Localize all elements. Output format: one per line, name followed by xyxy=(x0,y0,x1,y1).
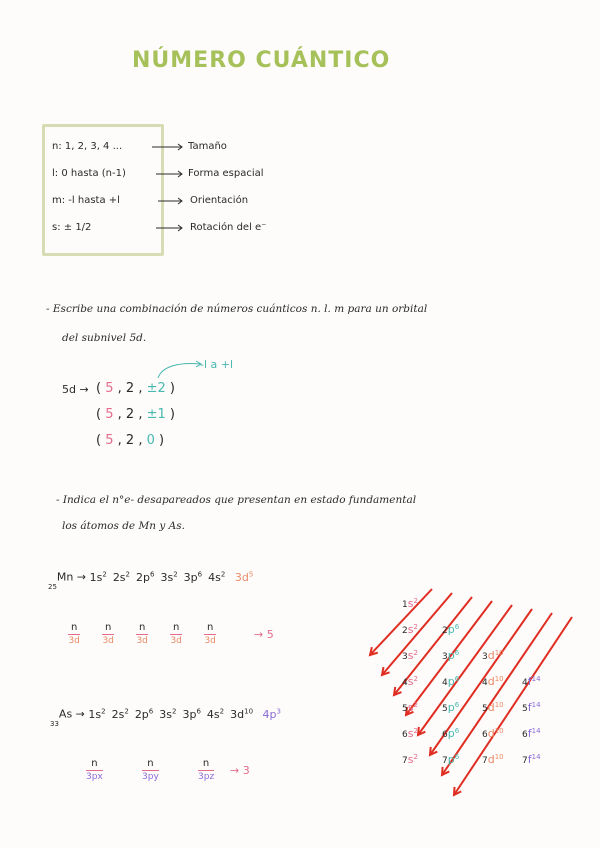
mn-config-term xyxy=(160,571,177,584)
question-2-line1: - Indica el n°e- desapareados que presentan en estado fundamental xyxy=(56,494,417,506)
mn-config-electrons: 2 xyxy=(102,570,107,578)
quantum-l-label: Forma espacial xyxy=(188,168,264,179)
aufbau-cell-5f: $5f^{14}$ xyxy=(522,701,541,714)
as-config-electrons: 2 xyxy=(101,707,106,715)
note-label: -l a +l xyxy=(200,358,234,371)
aufbau-cell-7d: $7d^{10}$ xyxy=(482,753,504,766)
mn-box xyxy=(204,622,216,646)
as-config-electrons: 10 xyxy=(244,707,254,715)
quantum-s-label: Rotación del e⁻ xyxy=(190,222,267,233)
as-config-electrons: 2 xyxy=(172,707,177,715)
as-config-orbital: 3p xyxy=(182,707,197,721)
mn-config-orbital: 3s xyxy=(160,570,174,584)
mn-last-term xyxy=(235,571,253,584)
question-1-line2: del subnivel 5d. xyxy=(62,332,147,344)
mn-config-orbital: 4s xyxy=(208,570,221,584)
mn-box xyxy=(102,622,114,646)
answer-1-m: ±2 xyxy=(146,381,166,396)
aufbau-arrow xyxy=(370,589,432,655)
as-arrow-slot: n xyxy=(142,758,159,771)
aufbau-cell-3p: $3p^6$ xyxy=(442,649,460,662)
as-config-term xyxy=(112,708,129,721)
aufbau-cell-5d: $5d^{10}$ xyxy=(482,701,504,714)
as-config-term xyxy=(230,708,253,721)
as-atomic-number: 33 xyxy=(50,719,59,728)
mn-config-electrons: 2 xyxy=(125,570,131,578)
as-arrow-slot: n xyxy=(86,758,103,771)
as-symbol: As xyxy=(58,707,73,721)
aufbau-cell-6s: $6s^2$ xyxy=(402,727,418,740)
mn-config-electrons: 6 xyxy=(150,570,155,578)
as-config-orbital: 2p xyxy=(134,707,149,721)
as-config-term xyxy=(207,708,224,721)
mn-box xyxy=(170,622,182,646)
as-box xyxy=(198,758,214,782)
mn-atomic-number: 25 xyxy=(48,582,57,591)
mn-arrow-slot: n xyxy=(68,622,80,635)
mn-config-term xyxy=(90,571,107,584)
answer-row-3: ( 5 , 2 , 0 ) xyxy=(96,433,165,448)
aufbau-cell-7f: $7f^{14}$ xyxy=(522,753,541,766)
mn-result: → 5 xyxy=(254,628,274,641)
aufbau-cell-2s: $2s^2$ xyxy=(402,623,418,636)
mn-orbital-label: 3d xyxy=(68,636,80,646)
mn-orbital-label: 3d xyxy=(102,636,114,646)
aufbau-cell-2p: $2p^6$ xyxy=(442,623,460,636)
aufbau-cell-1s: $1s^2$ xyxy=(402,597,418,610)
quantum-n-formula: n: 1, 2, 3, 4 ... xyxy=(52,141,123,152)
mn-config-term xyxy=(113,571,130,584)
answer-2-l: 2 xyxy=(125,407,135,422)
aufbau-cell-6d: $6d^{10}$ xyxy=(482,727,504,740)
mn-config-term xyxy=(184,571,202,584)
aufbau-cell-5p: $5p^6$ xyxy=(442,701,460,714)
aufbau-arrow xyxy=(442,613,552,775)
mn-config-electrons: 6 xyxy=(197,570,203,578)
as-last-orbital: 4p xyxy=(262,707,277,721)
mn-box xyxy=(136,622,148,646)
mn-config-orbital: 3p xyxy=(183,570,198,584)
aufbau-cell-4f: $4f^{14}$ xyxy=(522,675,541,688)
quantum-n-label: Tamaño xyxy=(188,141,227,152)
aufbau-cell-3s: $3s^2$ xyxy=(402,649,418,662)
page-title: NÚMERO CUÁNTICO xyxy=(132,48,391,73)
mn-config-terms xyxy=(90,571,232,584)
mn-config-term xyxy=(136,571,154,584)
quantum-m-formula: m: -l hasta +l xyxy=(52,195,120,206)
answer-3-n: 5 xyxy=(105,433,114,448)
mn-config-electrons: 2 xyxy=(173,570,178,578)
aufbau-arrow xyxy=(454,617,572,795)
answer-row-1: ( 5 , 2 , ±2 ) xyxy=(96,381,175,396)
as-box xyxy=(86,758,103,782)
quantum-m-label: Orientación xyxy=(190,195,249,206)
aufbau-cell-5s: $5s^2$ xyxy=(402,701,418,714)
config-5d-lead: 5d → xyxy=(62,383,89,396)
as-config-orbital: 3d xyxy=(230,707,245,721)
aufbau-cell-4p: $4p^6$ xyxy=(442,675,460,688)
mn-configuration: $_{25}Mn \to 1s^2$ $2s^2$ $2p^6$ $3s^2$ $3p^6$ $4s^2$ $3d^5$ xyxy=(48,570,254,591)
as-config-electrons: 2 xyxy=(219,707,225,715)
as-config-term xyxy=(159,708,176,721)
as-config-term xyxy=(135,708,153,721)
quantum-l-formula: l: 0 hasta (n-1) xyxy=(52,168,126,179)
aufbau-cell-3d: $3d^{10}$ xyxy=(482,649,504,662)
as-config-term xyxy=(88,708,105,721)
as-config-orbital: 4s xyxy=(206,707,220,721)
mn-symbol: Mn xyxy=(56,570,74,584)
mn-arrow-slot: n xyxy=(136,622,148,635)
answer-2-n: 5 xyxy=(105,407,114,422)
answer-1-l: 2 xyxy=(125,381,135,396)
mn-arrow-slot: n xyxy=(102,622,114,635)
answer-row-2: ( 5 , 2 , ±1 ) xyxy=(96,407,175,422)
mn-config-orbital: 1s xyxy=(89,570,103,584)
as-config-electrons: 6 xyxy=(148,707,154,715)
as-config-terms xyxy=(88,708,259,721)
aufbau-arrows xyxy=(360,585,580,805)
as-config-orbital: 2s xyxy=(111,707,125,721)
mn-orbital-label: 3d xyxy=(170,636,182,646)
mn-last-electrons: 5 xyxy=(248,570,254,578)
mn-config-electrons: 2 xyxy=(220,570,226,578)
aufbau-cell-7s: $7s^2$ xyxy=(402,753,418,766)
mn-config-orbital: 2p xyxy=(136,570,150,584)
as-config-orbital: 1s xyxy=(88,707,102,721)
answer-1-n: 5 xyxy=(105,381,114,396)
mn-config-orbital: 2s xyxy=(112,570,126,584)
question-1-line1: - Escribe una combinación de números cuánticos n. l. m para un orbital xyxy=(46,303,428,315)
aufbau-arrow xyxy=(418,605,512,735)
mn-config-term xyxy=(208,571,225,584)
question-2-line2: los átomos de Mn y As. xyxy=(62,520,185,532)
mn-orbital-label: 3d xyxy=(204,636,216,646)
as-orbital-label: 3pz xyxy=(198,772,215,782)
aufbau-cell-6p: $6p^6$ xyxy=(442,727,460,740)
aufbau-cell-4d: $4d^{10}$ xyxy=(482,675,504,688)
as-orbital-label: 3px xyxy=(86,772,103,782)
as-config-orbital: 3s xyxy=(159,707,172,721)
mn-last-orbital: 3d xyxy=(234,570,249,584)
as-last-term xyxy=(263,708,281,721)
answer-3-m: 0 xyxy=(146,433,155,448)
aufbau-cell-7p: $7p^6$ xyxy=(442,753,460,766)
as-arrow-slot: n xyxy=(198,758,214,771)
quantum-s-formula: s: ± 1/2 xyxy=(52,222,92,233)
as-last-electrons: 3 xyxy=(276,707,281,715)
as-config-electrons: 6 xyxy=(196,707,201,715)
aufbau-cell-6f: $6f^{14}$ xyxy=(522,727,541,740)
as-result: → 3 xyxy=(230,764,250,777)
answer-3-l: 2 xyxy=(125,433,135,448)
as-configuration: $_{33}As \to 1s^2$ $2s^2$ $2p^6$ $3s^2$ $3p^6$ $4s^2$ $3d^{10}$ $4p^3$ xyxy=(50,707,281,728)
aufbau-cell-4s: $4s^2$ xyxy=(402,675,418,688)
answer-2-m: ±1 xyxy=(146,407,166,422)
as-config-electrons: 2 xyxy=(124,707,129,715)
mn-arrow-slot: n xyxy=(204,622,216,635)
mn-box xyxy=(68,622,80,646)
mn-orbital-label: 3d xyxy=(136,636,148,646)
as-config-term xyxy=(182,708,200,721)
quantum-arrows xyxy=(148,138,188,238)
as-orbital-label: 3py xyxy=(142,772,159,782)
mn-arrow-slot: n xyxy=(170,622,182,635)
aufbau-diagram xyxy=(360,585,580,805)
as-box xyxy=(142,758,159,782)
